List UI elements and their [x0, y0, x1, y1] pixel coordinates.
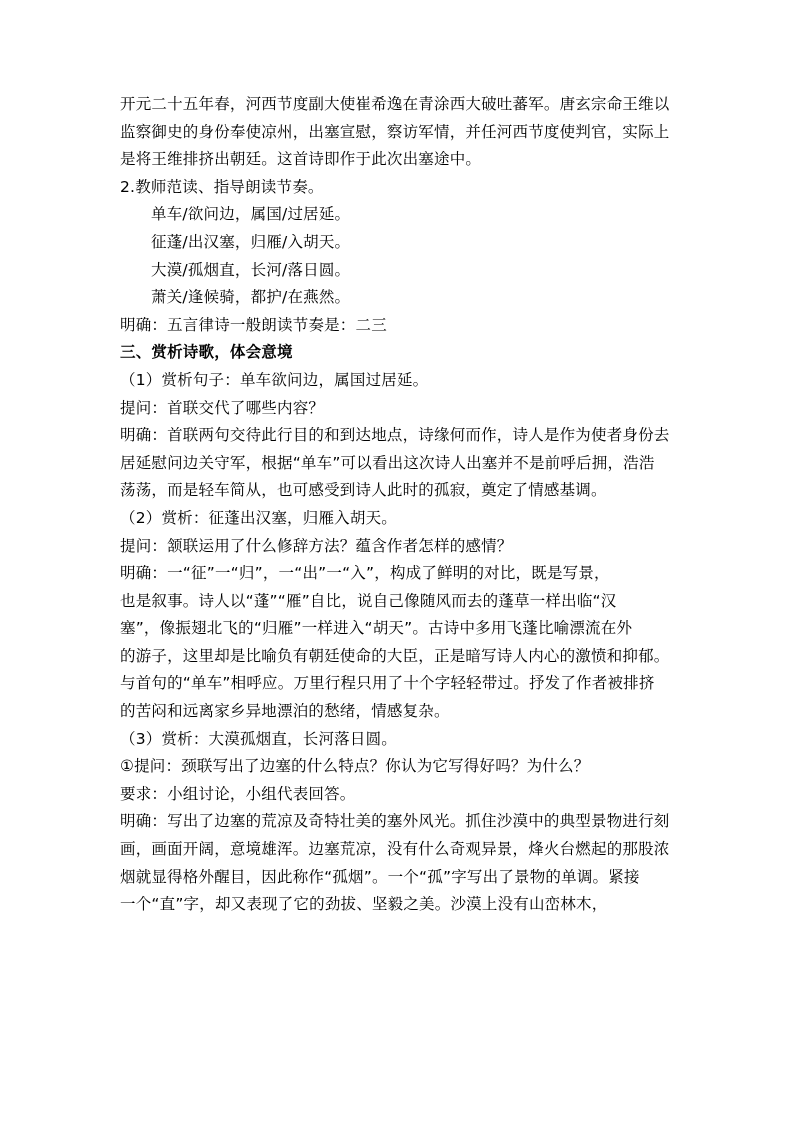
text-line: 监察御史的身份奉使凉州，出塞宣慰，察访军情，并任河西节度使判官，实际上: [120, 122, 670, 141]
text-line: 烟就显得格外醒目，因此称作“孤烟”。一个“孤”字写出了景物的单调。紧接: [120, 867, 640, 886]
text-line: 征蓬/出汉塞，归雁/入胡天。: [151, 232, 351, 251]
document-body: [120, 91, 686, 919]
text-line: （1）赏析句子：单车欲问边，属国过居延。: [120, 370, 429, 389]
text-line: 提问：颔联运用了什么修辞方法？蕴含作者怎样的感情？: [120, 536, 513, 555]
text-line: 2.教师范读、指导朗读节奏。: [120, 177, 324, 196]
text-line: 的苦闷和远离家乡异地漂泊的愁绪，情感复杂。: [120, 702, 450, 721]
text-line: 提问：首联交代了哪些内容？: [120, 398, 325, 417]
text-line: （2）赏析：征蓬出汉塞，归雁入胡天。: [120, 508, 397, 527]
text-line: 明确：首联两句交待此行目的和到达地点，诗缘何而作，诗人是作为使者身份去: [120, 426, 670, 445]
text-line: 大漠/孤烟直，长河/落日圆。: [151, 260, 351, 279]
text-line: 居延慰问边关守军，根据“单车”可以看出这次诗人出塞并不是前呼后拥，浩浩: [120, 453, 655, 472]
text-line: 要求：小组讨论，小组代表回答。: [120, 784, 356, 803]
text-line: 萧关/逢候骑，都护/在燕然。: [151, 288, 351, 307]
text-line: 明确：一“征”一“归”，一“出”一“入”，构成了鲜明的对比，既是写景，: [120, 564, 610, 583]
text-line: 单车/欲问边，属国/过居延。: [151, 205, 351, 224]
text-line: ①提问：颈联写出了边塞的什么特点？你认为它写得好吗？为什么？: [120, 757, 590, 776]
text-line: 一个“直”字，却又表现了它的劲拔、坚毅之美。沙漠上没有山峦林木，: [120, 895, 608, 914]
text-line: 也是叙事。诗人以“蓬”“雁”自比，说自己像随风而去的蓬草一样出临“汉: [120, 591, 617, 610]
text-line: 的游子，这里却是比喻负有朝廷使命的大臣，正是暗写诗人内心的激愤和抑郁。: [120, 646, 670, 665]
text-line: 是将王维排挤出朝廷。这首诗即作于此次出塞途中。: [120, 150, 482, 169]
text-line: 荡荡，而是轻车简从，也可感受到诗人此时的孤寂，奠定了情感基调。: [120, 481, 607, 500]
section-heading: 三、赏析诗歌，体会意境: [120, 343, 293, 362]
text-line: 塞”，像振翅北飞的“归雁”一样进入“胡天”。古诗中多用飞蓬比喻漂流在外: [120, 619, 633, 638]
text-line: 明确：五言律诗一般朗读节奏是：二三: [120, 315, 387, 334]
text-line: （3）赏析：大漠孤烟直，长河落日圆。: [120, 729, 397, 748]
text-line: 与首句的“单车”相呼应。万里行程只用了十个字轻轻带过。抒发了作者被排挤: [120, 674, 655, 693]
text-line: 画，画面开阔，意境雄浑。边塞荒凉，没有什么奇观异景，烽火台燃起的那股浓: [120, 840, 670, 859]
text-line: 明确：写出了边塞的荒凉及奇特壮美的塞外风光。抓住沙漠中的典型景物进行刻: [120, 812, 670, 831]
text-line: 开元二十五年春，河西节度副大使崔希逸在青涂西大破吐蕃军。唐玄宗命王维以: [120, 95, 670, 113]
